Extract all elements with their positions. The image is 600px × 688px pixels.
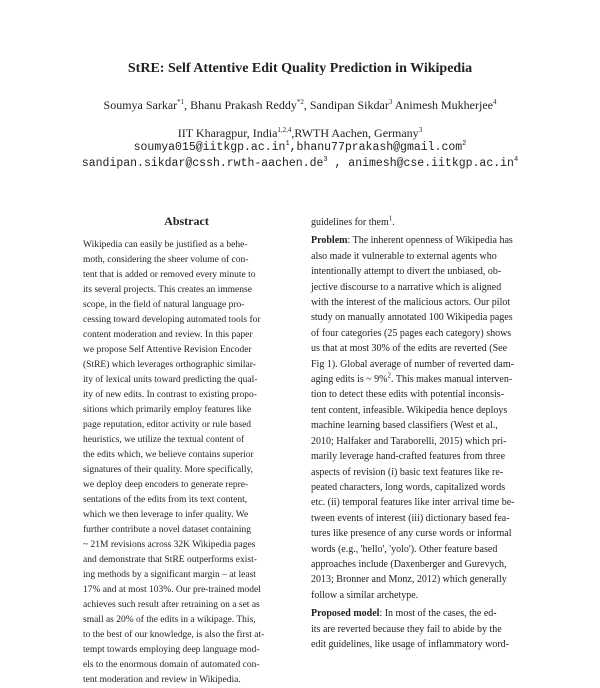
left-column: [83, 214, 290, 688]
affiliation-rwth: ,RWTH Aachen, Germany: [291, 126, 419, 140]
paragraph-text: .: [392, 217, 395, 228]
proposed-model-label: Proposed model: [311, 608, 380, 620]
author-mark: *1: [177, 98, 185, 106]
affiliation-line: [0, 126, 600, 141]
email-address[interactable]: ,bhanu77prakash@gmail.com: [289, 141, 463, 154]
email-line-1: [0, 141, 600, 154]
email-line-2: [0, 157, 600, 170]
problem-label: Problem: [311, 235, 348, 247]
email-mark: 1: [285, 140, 290, 149]
paragraph-problem: [311, 233, 531, 603]
email-address[interactable]: , animesh@cse.iitkgp.ac.in: [327, 157, 514, 170]
right-column: [311, 215, 531, 652]
author-name: Soumya Sarkar: [103, 98, 178, 112]
email-mark: 2: [462, 140, 467, 149]
footnote-mark[interactable]: 2: [387, 371, 392, 380]
author-name: Sandipan Sikdar: [309, 98, 389, 112]
abstract-heading: Abstract: [164, 214, 209, 228]
affiliation-mark: 1,2,4: [277, 126, 292, 134]
affiliation-mark: 3: [418, 126, 423, 134]
paragraph-text: guidelines for them: [311, 217, 389, 228]
email-mark: 4: [513, 156, 519, 165]
footnote-mark[interactable]: 1: [388, 214, 393, 223]
author-name: Animesh Mukherjee: [394, 98, 493, 112]
author-separator: ,: [303, 98, 310, 112]
email-mark: 3: [323, 156, 328, 165]
paragraph-proposed-model: [311, 606, 531, 652]
email-address[interactable]: sandipan.sikdar@cssh.rwth-aachen.de: [81, 157, 324, 170]
author-name: Bhanu Prakash Reddy: [190, 98, 297, 112]
affiliation-iit: IIT Kharagpur, India: [177, 126, 278, 140]
paper-title: StRE: Self Attentive Edit Quality Prediction in Wikipedia: [127, 61, 473, 76]
paragraph-text: : The inherent openness of Wikipedia has also made it vulnerable to external agents who intentionally attempt to divert the unbiased, ob- jective discourse to a narrative which is aligned with the interest of the malicious actors. Our pilot study on manually annotated 100 Wikipedia pages of four categories (25 pages each category) shows us that at most 30% of the edits are reverted (See Fig 1). Global average of number of reverted dam- aging edits is ~ 9%: [311, 235, 514, 386]
paragraph-text: . This makes manual interven- tion to detect these edits with potential inconsis- tent content, infeasible. Wikipedia hence deploys machine learning based classifiers (West et al., 2010; Halfaker and Taraborelli, 2015) which pri- marily leverage hand-crafted features from three aspects of revision (i) basic text features like re- peated characters, long words, capitalized words etc. (ii) temporal features like inter arrival time be- tween events of interest (iii) dictionary based fea- tures like presence of any curse words or informal words (e.g., 'hello', 'yolo'). Other feature based approaches include (Daxenberger and Gurevych, 2013; Bronner and Monz, 2012) which generally follow a similar archetype.: [311, 374, 515, 601]
author-mark: 3: [388, 98, 393, 106]
author-mark: 4: [492, 98, 497, 106]
abstract-text: Wikipedia can easily be justified as a behe- moth, considering the sheer volume of con- tent that is added or removed every minute to its several projects. This creates an immense scope, in the field of natural language pro- cessing toward developing automated tools for content moderation and review. In this paper we propose Self Attentive Revision Encoder (StRE) which leverages orthographic similar- ity of lexical units toward predicting the qual- ity of new edits. In contrast to existing propo- sitions which primarily employ features like page reputation, editor activity or rule based heuristics, we utilize the textual content of the edits which, we believe contains superior signatures of their quality. More specifically, we deploy deep encoders to generate repre- sentations of the edits from its text content, which we then leverage to infer quality. We further contribute a novel dataset containing ~ 21M revisions across 32K Wikipedia pages and demonstrate that StRE outperforms exist- ing methods by a significant margin – at least 17% and at most 103%. Our pre-trained model achieves such result after retraining on a set as small as 20% of the edits in a wikipage. This, to the best of our knowledge, is also the first at- tempt towards employing deep language mod- els to the enormous domain of automated con- tent moderation and review in Wikipedia.: [83, 240, 265, 685]
paragraph-text: : In most of the cases, the ed- its are reverted because they fail to abide by the edit guidelines, like usage of inflammatory word-: [311, 608, 510, 650]
author-mark: *2: [296, 98, 304, 106]
paragraph-guidelines: [311, 215, 531, 230]
author-line: [0, 98, 600, 113]
email-address[interactable]: soumya015@iitkgp.ac.in: [133, 141, 286, 154]
author-separator: ,: [184, 98, 191, 112]
